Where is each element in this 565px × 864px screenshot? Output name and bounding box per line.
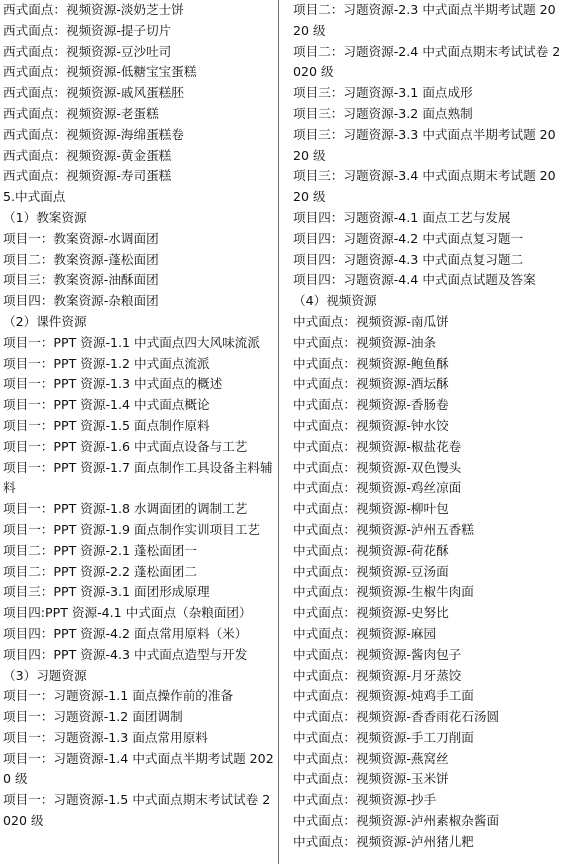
list-item: 项目二：PPT 资源-2.1 蓬松面团一 <box>3 542 197 558</box>
list-item: 中式面点：视频资源-酱肉包子 <box>293 646 462 662</box>
subsection-heading: （3）习题资源 <box>3 667 87 683</box>
list-item: 西式面点：视频资源-低糖宝宝蛋糕 <box>3 64 197 80</box>
list-item: 项目四：习题资源-4.1 面点工艺与发展 <box>293 209 511 225</box>
list-item: 项目一：PPT 资源-1.8 水调面团的调制工艺 <box>3 501 248 517</box>
list-item: 项目二：习题资源-2.3 中式面点半期考试题 2020 级 <box>293 2 556 38</box>
list-item: 中式面点：视频资源-燕窝丝 <box>293 750 449 766</box>
list-item: 项目二：教案资源-蓬松面团 <box>3 251 159 267</box>
list-item: 项目一：PPT 资源-1.5 面点制作原料 <box>3 417 210 433</box>
list-item: 中式面点：视频资源-酒坛酥 <box>293 376 449 392</box>
list-item: 中式面点：视频资源-香肠卷 <box>293 397 449 413</box>
list-item: 项目四：PPT 资源-4.2 面点常用原料（米） <box>3 625 248 641</box>
list-item: 中式面点：视频资源-柳叶包 <box>293 501 449 517</box>
list-item: 西式面点：视频资源-豆沙吐司 <box>3 43 172 59</box>
list-item: 项目四：习题资源-4.4 中式面点试题及答案 <box>293 272 536 288</box>
list-item: 中式面点：视频资源-椒盐花卷 <box>293 438 462 454</box>
left-column <box>3 0 274 864</box>
list-item: 西式面点：视频资源-淡奶芝士饼 <box>3 2 184 17</box>
list-item: 西式面点：视频资源-黄金蛋糕 <box>3 147 172 163</box>
list-item: 项目一：PPT 资源-1.6 中式面点设备与工艺 <box>3 438 248 454</box>
list-item: 项目四:PPT 资源-4.1 中式面点（杂粮面团） <box>3 605 252 621</box>
list-item: 西式面点：视频资源-寿司蛋糕 <box>3 168 172 184</box>
list-item: 项目三：习题资源-3.3 中式面点半期考试题 2020 级 <box>293 126 556 163</box>
list-item: 项目一：习题资源-1.3 面点常用原料 <box>3 729 208 745</box>
list-item: 西式面点：视频资源-海绵蛋糕卷 <box>3 126 184 142</box>
list-item: 中式面点：视频资源-炖鸡手工面 <box>293 688 474 704</box>
list-item: 项目一：PPT 资源-1.7 面点制作工具设备主料辅料 <box>3 459 273 496</box>
list-item: 中式面点：视频资源-麻园 <box>293 625 437 641</box>
list-item: 项目一：PPT 资源-1.4 中式面点概论 <box>3 397 210 413</box>
list-item: 项目一：习题资源-1.4 中式面点半期考试题 2020 级 <box>3 750 274 787</box>
list-item: 西式面点：视频资源-老蛋糕 <box>3 105 159 121</box>
list-item: 中式面点：视频资源-鲍鱼酥 <box>293 355 449 371</box>
list-item: 中式面点：视频资源-荷花酥 <box>293 542 449 558</box>
list-item: 项目一：PPT 资源-1.2 中式面点流派 <box>3 355 210 371</box>
list-item: 西式面点：视频资源-提子切片 <box>3 22 172 38</box>
list-item: 项目三：教案资源-油酥面团 <box>3 272 159 288</box>
list-item: 项目一：PPT 资源-1.9 面点制作实训项目工艺 <box>3 521 260 537</box>
list-item: 项目三：习题资源-3.1 面点成形 <box>293 85 473 101</box>
subsection-heading: （2）课件资源 <box>3 313 87 329</box>
list-item: 中式面点：视频资源-南瓜饼 <box>293 313 449 329</box>
list-item: 项目一：PPT 资源-1.1 中式面点四大风味流派 <box>3 334 260 350</box>
list-item: 中式面点：视频资源-月牙蒸饺 <box>293 667 462 683</box>
list-item: 中式面点：视频资源-香香雨花石汤圆 <box>293 709 500 725</box>
list-item: 项目二：习题资源-2.4 中式面点期末考试试卷 2020 级 <box>293 43 561 80</box>
list-item: 中式面点：视频资源-手工刀削面 <box>293 729 474 745</box>
list-item: 项目三：PPT 资源-3.1 面团形成原理 <box>3 584 210 600</box>
list-item: 项目三：习题资源-3.2 面点熟制 <box>293 105 473 121</box>
column-divider <box>278 0 279 864</box>
list-item: 中式面点：视频资源-豆汤面 <box>293 563 449 579</box>
list-item: 项目一：PPT 资源-1.3 中式面点的概述 <box>3 376 223 392</box>
list-item: 中式面点：视频资源-生椒牛肉面 <box>293 584 474 600</box>
list-item: 中式面点：视频资源-泸州五香糕 <box>293 521 474 537</box>
list-item: 项目一：习题资源-1.5 中式面点期末考试试卷 2020 级 <box>3 792 271 829</box>
section-heading: 5.中式面点 <box>3 189 66 205</box>
list-item: 项目四：PPT 资源-4.3 中式面点造型与开发 <box>3 646 248 662</box>
list-item: 中式面点：视频资源-油条 <box>293 334 437 350</box>
list-item: 项目一：习题资源-1.2 面团调制 <box>3 709 183 725</box>
list-item: 西式面点：视频资源-戚风蛋糕胚 <box>3 85 184 101</box>
list-item: 中式面点：视频资源-鸡丝凉面 <box>293 480 462 496</box>
list-item: 项目四：教案资源-杂粮面团 <box>3 293 159 309</box>
right-column <box>293 0 563 864</box>
list-item: 中式面点：视频资源-钟水饺 <box>293 417 449 433</box>
list-item: 中式面点：视频资源-史努比 <box>293 605 449 621</box>
subsection-heading: （1）教案资源 <box>3 209 87 225</box>
subsection-heading: （4）视频资源 <box>293 293 377 309</box>
list-item: 中式面点：视频资源-泸州素椒杂酱面 <box>293 813 500 829</box>
list-item: 项目二：PPT 资源-2.2 蓬松面团二 <box>3 563 197 579</box>
list-item: 中式面点：视频资源-玉米饼 <box>293 771 449 787</box>
list-item: 中式面点：视频资源-双色馒头 <box>293 459 462 475</box>
list-item: 中式面点：视频资源-泸州猪儿粑 <box>293 833 474 849</box>
list-item: 项目一：习题资源-1.1 面点操作前的准备 <box>3 688 234 704</box>
list-item: 项目一：教案资源-水调面团 <box>3 230 159 246</box>
list-item: 项目四：习题资源-4.2 中式面点复习题一 <box>293 230 524 246</box>
list-item: 中式面点：视频资源-抄手 <box>293 792 437 808</box>
list-item: 项目三：习题资源-3.4 中式面点期末考试题 2020 级 <box>293 168 556 205</box>
list-item: 项目四：习题资源-4.3 中式面点复习题二 <box>293 251 524 267</box>
